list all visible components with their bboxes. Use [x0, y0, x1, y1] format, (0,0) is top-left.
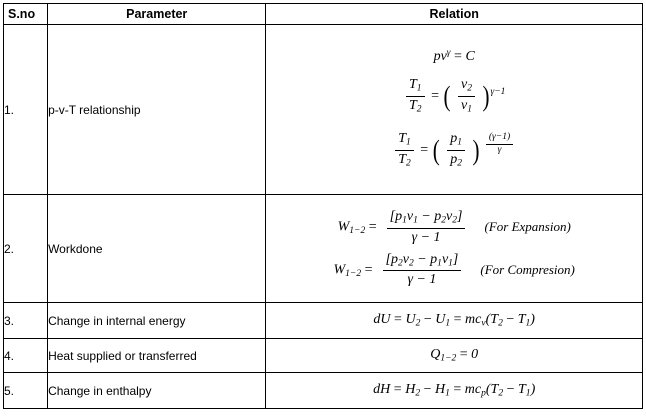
relation-internal-energy: dU = $U_2 - U_1 = mc_v(T_2 - T_1)$: [373, 312, 535, 329]
row-parameter: Heat supplied or transferred: [48, 339, 266, 373]
column-header-relation: Relation: [266, 4, 643, 25]
row-sno: 5.: [4, 373, 48, 409]
document-page: [0, 3, 646, 419]
relation-pv-gamma-c: $pv^\gamma = C$: [433, 47, 475, 65]
row-sno: 4.: [4, 339, 48, 373]
table-row: [4, 339, 643, 373]
row-sno: 1.: [4, 25, 48, 195]
row-parameter: p-v-T relationship: [48, 25, 266, 195]
row-relation: [266, 303, 643, 339]
row-relation: [266, 25, 643, 195]
row-parameter: Workdone: [48, 195, 266, 303]
relation-work-expansion: $W_{1-2}$ = $\frac{[p_1v_1 - p_2v_2]}{\gamma - 1}$ (For Expansion): [337, 209, 571, 245]
relation-temperature-volume: $\frac{T_1}{T_2}$ = ( $\frac{v_2}{v_1}$ )$^{\gamma-1}$: [266, 76, 642, 116]
relation-enthalpy: dH = $H_2 - H_1 = mc_p(T_2 - T_1)$: [373, 382, 536, 399]
row-parameter: Change in internal energy: [48, 303, 266, 339]
row-relation: [266, 373, 643, 409]
column-header-parameter: Parameter: [48, 4, 266, 25]
relation-heat-transfer: $Q_{1-2} = 0$: [430, 347, 479, 364]
table-header: [4, 4, 643, 25]
row-sno: 2.: [4, 195, 48, 303]
table-body: [4, 25, 643, 409]
table-row: [4, 373, 643, 409]
row-parameter: Change in enthalpy: [48, 373, 266, 409]
thermodynamic-relations-table: [3, 3, 643, 409]
row-relation: [266, 339, 643, 373]
row-relation: [266, 195, 643, 303]
table-row: [4, 25, 643, 195]
relation-temperature-pressure: $\frac{T_1}{T_2}$ = ( $\frac{p_1}{p_2}$ ) $^{\frac{(\gamma-1)}{\gamma}}$: [266, 130, 642, 170]
row-sno: 3.: [4, 303, 48, 339]
table-row: [4, 195, 643, 303]
column-header-sno: S.no: [4, 4, 48, 25]
relation-work-compression: $W_{1-2}$ = $\frac{[p_2v_2 - p_1v_1]}{\gamma - 1}$ (For Compresion): [333, 251, 575, 288]
note-for-expansion: (For Expansion): [484, 219, 571, 235]
table-header-row: [4, 4, 643, 25]
note-for-compression: (For Compresion): [480, 261, 575, 277]
table-row: [4, 303, 643, 339]
